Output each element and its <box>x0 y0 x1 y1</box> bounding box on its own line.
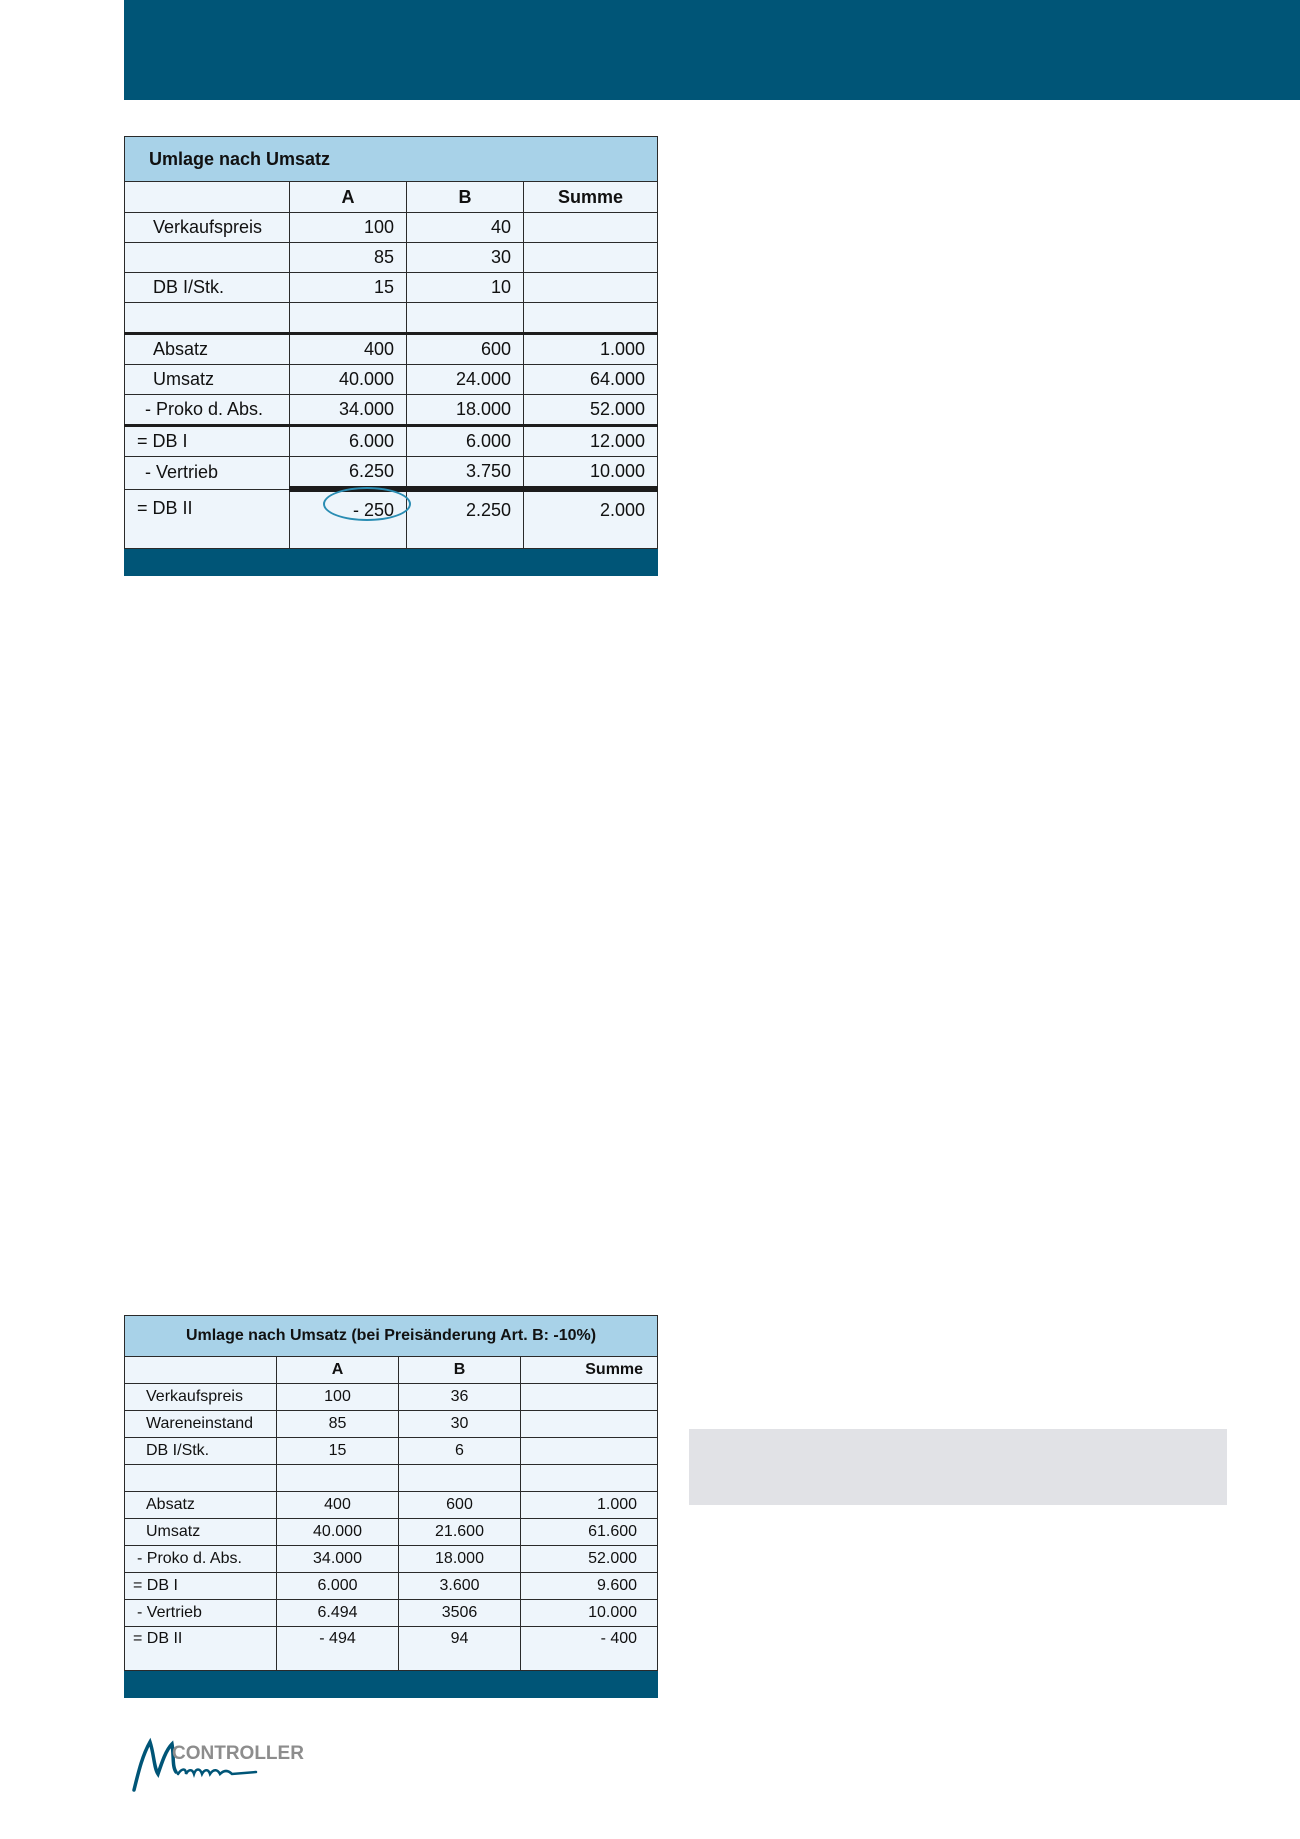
cell: 15 <box>277 1438 399 1465</box>
cell: 6.000 <box>290 426 407 457</box>
table-umlage-preisaenderung <box>124 1315 658 1698</box>
cell: 1.000 <box>521 1492 658 1519</box>
cell <box>524 273 658 303</box>
row-label: Verkaufspreis <box>125 213 290 243</box>
row-label <box>125 243 290 273</box>
cell: 10.000 <box>524 457 658 490</box>
header-cell-b: B <box>399 1357 521 1384</box>
cell: 52.000 <box>521 1546 658 1573</box>
cell: 94 <box>399 1627 521 1671</box>
cell: - 400 <box>521 1627 658 1671</box>
cell <box>521 1384 658 1411</box>
table-row <box>125 426 658 457</box>
logo-text: CONTROLLER <box>172 1743 304 1764</box>
table-row <box>125 1546 658 1573</box>
table-row <box>125 365 658 395</box>
header-band <box>124 0 1300 100</box>
cell: 21.600 <box>399 1519 521 1546</box>
table-row <box>125 1627 658 1671</box>
cell: 6.494 <box>277 1600 399 1627</box>
cell: 1.000 <box>524 334 658 365</box>
table-row <box>125 273 658 303</box>
cell: 34.000 <box>290 395 407 426</box>
cell: 52.000 <box>524 395 658 426</box>
row-label: Absatz <box>125 334 290 365</box>
cell: 61.600 <box>521 1519 658 1546</box>
cell: 9.600 <box>521 1573 658 1600</box>
table-row <box>125 1465 658 1492</box>
cell: 10 <box>407 273 524 303</box>
cell <box>524 213 658 243</box>
cell: 2.250 <box>407 489 524 549</box>
cell: 100 <box>290 213 407 243</box>
cell: 85 <box>277 1411 399 1438</box>
table-row <box>125 303 658 334</box>
cell: 400 <box>277 1492 399 1519</box>
cell-highlighted: - 250 <box>290 489 407 549</box>
table-row <box>125 1600 658 1627</box>
table-row <box>125 1519 658 1546</box>
cell <box>399 1465 521 1492</box>
cell: - 494 <box>277 1627 399 1671</box>
cell: 30 <box>399 1411 521 1438</box>
header-cell-summe: Summe <box>524 182 658 213</box>
cell: 100 <box>277 1384 399 1411</box>
cell: 600 <box>407 334 524 365</box>
row-label: - Proko d. Abs. <box>125 1546 277 1573</box>
row-label: Wareneinstand <box>125 1411 277 1438</box>
cell <box>524 243 658 273</box>
controller-magazin-logo <box>124 1734 304 1796</box>
row-label: - Vertrieb <box>125 457 290 490</box>
cell: 3506 <box>399 1600 521 1627</box>
table-row <box>125 1411 658 1438</box>
row-label <box>125 1465 277 1492</box>
cell: 85 <box>290 243 407 273</box>
cell <box>524 303 658 334</box>
cell: 600 <box>399 1492 521 1519</box>
cell: 6 <box>399 1438 521 1465</box>
cell: 34.000 <box>277 1546 399 1573</box>
row-label: = DB II <box>125 1627 277 1671</box>
cell: 24.000 <box>407 365 524 395</box>
cell <box>277 1465 399 1492</box>
cell <box>290 303 407 334</box>
row-label: DB I/Stk. <box>125 1438 277 1465</box>
cell: 3.750 <box>407 457 524 490</box>
header-cell-b: B <box>407 182 524 213</box>
table-row <box>125 213 658 243</box>
cell: 10.000 <box>521 1600 658 1627</box>
table-row <box>125 334 658 365</box>
table-row <box>125 1438 658 1465</box>
cell: 6.250 <box>290 457 407 490</box>
cell: 6.000 <box>407 426 524 457</box>
cell: 400 <box>290 334 407 365</box>
row-label: Verkaufspreis <box>125 1384 277 1411</box>
cell: 30 <box>407 243 524 273</box>
row-label: DB I/Stk. <box>125 273 290 303</box>
cell: 40.000 <box>277 1519 399 1546</box>
row-label: = DB I <box>125 426 290 457</box>
row-label: Umsatz <box>125 1519 277 1546</box>
table-footer-band <box>125 1671 658 1698</box>
table-title: Umlage nach Umsatz (bei Preisänderung Art. B: -10%) <box>125 1316 658 1357</box>
cell: 40 <box>407 213 524 243</box>
table-row <box>125 243 658 273</box>
cell: 36 <box>399 1384 521 1411</box>
cell: 40.000 <box>290 365 407 395</box>
table-row <box>125 457 658 490</box>
cell <box>407 303 524 334</box>
cell: 18.000 <box>399 1546 521 1573</box>
table-title: Umlage nach Umsatz <box>125 137 658 182</box>
row-label: - Vertrieb <box>125 1600 277 1627</box>
header-cell-a: A <box>277 1357 399 1384</box>
cell <box>521 1438 658 1465</box>
row-label <box>125 303 290 334</box>
table-row <box>125 1573 658 1600</box>
row-label: Absatz <box>125 1492 277 1519</box>
header-cell-summe: Summe <box>521 1357 658 1384</box>
header-cell <box>125 1357 277 1384</box>
row-label: Umsatz <box>125 365 290 395</box>
table-row <box>125 395 658 426</box>
row-label: = DB I <box>125 1573 277 1600</box>
cell: 3.600 <box>399 1573 521 1600</box>
table-row <box>125 1384 658 1411</box>
cell <box>521 1411 658 1438</box>
cell: 18.000 <box>407 395 524 426</box>
header-cell <box>125 182 290 213</box>
grey-info-box <box>689 1429 1227 1505</box>
table-footer-band <box>125 549 658 576</box>
cell: 2.000 <box>524 489 658 549</box>
cell <box>521 1465 658 1492</box>
row-label: - Proko d. Abs. <box>125 395 290 426</box>
cell: 12.000 <box>524 426 658 457</box>
table-row <box>125 1492 658 1519</box>
cell: 64.000 <box>524 365 658 395</box>
header-cell-a: A <box>290 182 407 213</box>
cell: 6.000 <box>277 1573 399 1600</box>
cell: 15 <box>290 273 407 303</box>
highlight-circle <box>323 487 411 521</box>
row-label: = DB II <box>125 489 290 549</box>
